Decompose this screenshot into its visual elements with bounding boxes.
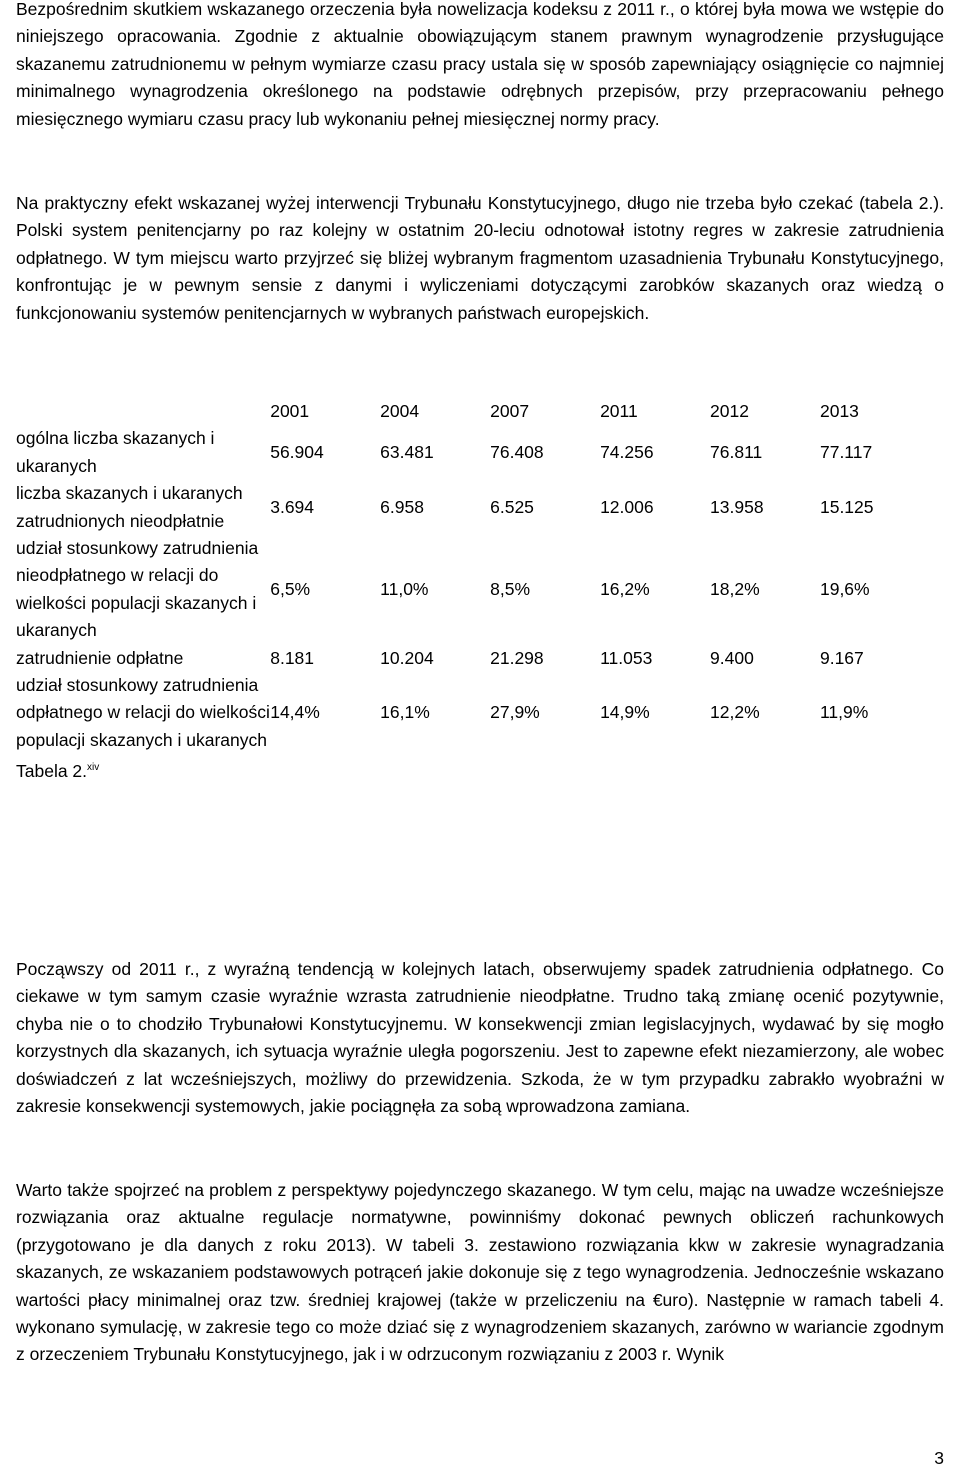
table-cell: 11,9%: [819, 702, 869, 723]
table-header-row: [16, 398, 930, 425]
table-cell: 6,5%: [270, 579, 311, 600]
row-label: liczba skazanych i ukaranych zatrudnionych nieodpłatnie: [16, 483, 243, 531]
statistics-table: [16, 398, 930, 786]
year-header: 2004: [380, 401, 420, 421]
year-header: 2007: [490, 401, 530, 421]
table-cell: 11.053: [600, 647, 653, 668]
page-number: 3: [934, 1448, 944, 1468]
row-label: ogólna liczba skazanych i ukaranych: [16, 428, 215, 476]
table-cell: 16,2%: [600, 579, 650, 600]
paragraph-1: Bezpośrednim skutkiem wskazanego orzeczenia była nowelizacja kodeksu z 2011 r., o której była mowa we wstępie do niniejszego opracowania. Zgodnie z aktualnie obowiązującym stanem prawnym wynagrodzenie przysługujące skazanemu zatrudnionemu w pełnym wymiarze czasu pracy ustala się w sposób zapewniający osiągnięcie co najmniej minimalnego wynagrodzenia określonego na podstawie odrębnych przepisów, przy przepracowaniu pełnego miesięcznego wymiaru czasu pracy lub wykonaniu pełnej miesięcznej normy pracy.: [16, 0, 944, 129]
table-cell: 13.958: [710, 496, 764, 517]
year-header: 2012: [710, 401, 749, 421]
paragraph-2: Na praktyczny efekt wskazanej wyżej interwencji Trybunału Konstytucyjnego, długo nie trzeba było czekać (tabela 2.). Polski system penitencjarny po raz kolejny w ostatnim 20-leciu odnotował istotny regres w zakresie zatrudnienia odpłatnego. W tym miejscu warto przyjrzeć się bliżej wybranym fragmentom uzasadnienia Trybunału Konstytucyjnego, konfrontując je w pewnym sensie z danymi i wyliczeniami dotyczącymi zarobków skazanych oraz wiedzą o funkcjonowaniu systemów penitencjarnych w wybranych państwach europejskich.: [16, 193, 944, 323]
table-cell: 76.811: [710, 442, 763, 463]
year-header: 2001: [270, 401, 310, 421]
table-cell: 19,6%: [819, 579, 870, 600]
table-cell: 21.298: [490, 647, 544, 668]
table-cell: 63.481: [380, 442, 434, 463]
table-row: [16, 480, 930, 535]
table-cell: 27,9%: [490, 702, 540, 723]
row-label: zatrudnienie odpłatne: [16, 647, 184, 668]
table-cell: 9.167: [819, 647, 864, 668]
table-cell: 14,9%: [600, 702, 650, 723]
table-cell: 15.125: [819, 496, 874, 517]
row-label: udział stosunkowy zatrudnienia nieodpłatnego w relacji do wielkości populacji skazanych i ukaranych: [16, 538, 259, 641]
table-cell: 10.204: [380, 647, 434, 668]
table-cell: 6.525: [490, 496, 534, 517]
row-label: udział stosunkowy zatrudnienia odpłatnego w relacji do wielkości populacji skazanych i ukaranych: [16, 675, 270, 750]
table-caption-cell: [16, 754, 270, 785]
table-row: [16, 672, 930, 754]
table-cell: 14,4%: [270, 702, 320, 723]
table-cell: 11,0%: [380, 579, 429, 600]
table-cell: 8,5%: [490, 579, 531, 600]
table-cell: 8.181: [270, 647, 315, 668]
table-cell: 12.006: [600, 496, 654, 517]
table-corner-cell: [16, 398, 270, 425]
table-cell: 18,2%: [710, 579, 760, 600]
table-row: [16, 425, 930, 480]
paragraph-3: Począwszy od 2011 r., z wyraźną tendencją w kolejnych latach, obserwujemy spadek zatrudnienia odpłatnego. Co ciekawe w tym samym czasie wyraźnie wzrasta zatrudnienie nieodpłatne. Trudno taką zmianę ocenić pozytywnie, chyba nie o to chodziło Trybunałowi Konstytucyjnemu. W konsekwencji zmian legislacyjnych, wydawać by się mogło korzystnych dla skazanych, ich sytuacja wyraźnie uległa pogorszeniu. Jest to zapewne efekt niezamierzony, ale wobec doświadczeń z lat wcześniejszych, możliwy do przewidzenia. Szkoda, że w tym przypadku zabrakło wyobraźni w zakresie konsekwencji systemowych, jakie pociągnęła za sobą wprowadzona zamiana.: [16, 959, 944, 1117]
table-cell: 16,1%: [380, 702, 430, 723]
table-caption-row: [16, 754, 930, 785]
year-header: 2011: [600, 401, 638, 421]
table-cell: 12,2%: [710, 702, 760, 723]
table-cell: 9.400: [710, 647, 754, 668]
table-cell: 6.958: [380, 496, 424, 517]
table-cell: 3.694: [270, 496, 315, 517]
table-row: [16, 645, 930, 672]
table-row: [16, 535, 930, 645]
table-cell: 74.256: [600, 442, 654, 463]
year-header: 2013: [819, 401, 859, 421]
table-cell: 76.408: [490, 442, 544, 463]
paragraph-4: Warto także spojrzeć na problem z perspektywy pojedynczego skazanego. W tym celu, mając na uwadze wcześniejsze rozwiązania oraz aktualne regulacje normatywne, powinniśmy dokonać pewnych obliczeń rachunkowych (przygotowano je dla danych z roku 2013). W tabeli 3. zestawiono rozwiązania kkw w zakresie wynagradzania skazanych, ze wskazaniem podstawowych potrąceń jakie dokonuje się z tego wynagrodzenia. Jednocześnie wskazano wartości płacy minimalnej oraz tzw. średniej krajowej (także w przeliczeniu na €uro). Następnie w ramach tabeli 4. wykonano symulację, w zakresie tego co może dziać się z wynagrodzeniem skazanych, zarówno w wariancie zgodnym z orzeczeniem Trybunału Konstytucyjnego, jak i w odrzuconym rozwiązaniu z 2003 r. Wynik: [16, 1180, 944, 1365]
footnote-marker[interactable]: xiv: [87, 762, 100, 774]
table-cell: 77.117: [819, 442, 873, 463]
table-caption: Tabela 2.: [16, 761, 88, 782]
table-cell: 56.904: [270, 442, 324, 463]
